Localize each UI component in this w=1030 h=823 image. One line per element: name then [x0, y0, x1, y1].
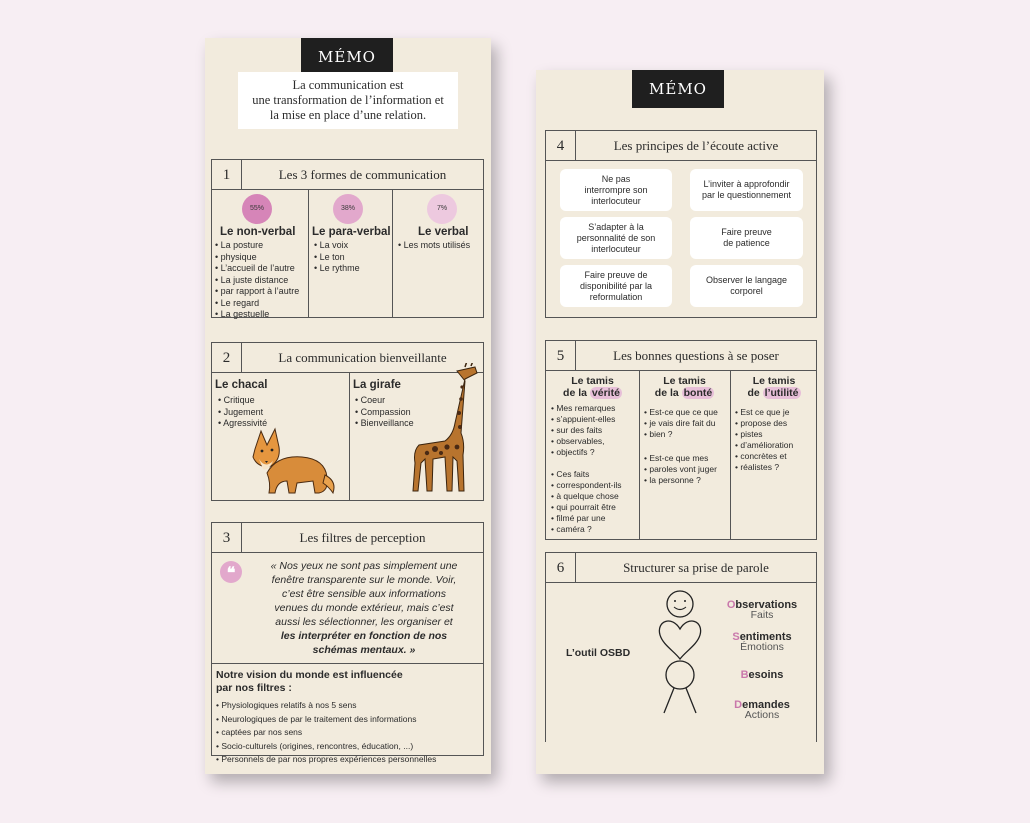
stick-figure-icon [654, 589, 706, 723]
sieve-keyword: vérité [591, 387, 620, 399]
section-number: 4 [546, 131, 576, 161]
list-item-cont [215, 252, 307, 264]
filters-list [216, 699, 482, 767]
section-title: Les principes de l’écoute active [613, 138, 779, 153]
sieve-title-line [639, 387, 730, 399]
section-active-listening [545, 130, 817, 318]
section-good-questions [545, 340, 817, 540]
box-line: Observer le langage [705, 275, 788, 285]
list-item-cont [551, 491, 639, 502]
list-item-cont [551, 513, 639, 524]
osbd-step [710, 699, 814, 731]
list-item-text: à quelque chose [556, 491, 619, 501]
section-title: Les filtres de perception [299, 530, 426, 545]
list-item-text: correspondent-ils [556, 480, 622, 490]
section-title: La communication bienveillante [278, 350, 447, 365]
sieve-keyword: bonté [683, 387, 713, 399]
quote-line: les interpréter en fonction de nos [280, 630, 448, 642]
section-structure [545, 552, 817, 742]
list-item-cont [551, 524, 639, 535]
list-item-cont [551, 480, 639, 491]
list-item: • Personnels de par nos propres expériences personnelles [216, 753, 482, 767]
section-benevolent [211, 342, 484, 501]
quote-line: schémas mentaux. » [312, 644, 416, 656]
list-item-text: caméra ? [556, 524, 592, 534]
list-item-cont [735, 462, 817, 473]
list-item: • Est-ce que mes [644, 453, 730, 464]
list-item: • Est-ce que ce que [644, 407, 730, 418]
question-list [551, 403, 639, 458]
principle-box [690, 265, 803, 307]
step-sub: Faits [750, 609, 774, 621]
step-sub: Actions [744, 709, 780, 721]
list-item-cont [735, 451, 817, 462]
box-line: de patience [723, 238, 770, 248]
box-line: interlocuteur [591, 195, 641, 206]
list-item-cont [551, 425, 639, 436]
list-item: • Compassion [355, 407, 414, 419]
list-item: • Bienveillance [355, 418, 414, 430]
list-item-text: paroles vont juger [649, 464, 717, 474]
section-number: 3 [212, 523, 242, 553]
percent-circle: 55% [242, 194, 272, 224]
sieve-title-line [730, 387, 818, 399]
osbd-step [710, 631, 814, 669]
osbd-step [710, 599, 814, 631]
sieve-keyword: l’utilité [764, 387, 799, 399]
list-item-cont [644, 464, 730, 475]
column-title: Le para-verbal [312, 226, 391, 238]
quote-line: aussi les sélectionner, les organiser et [275, 616, 453, 628]
col-para-verbal [308, 190, 392, 317]
list-item: • Les mots utilisés [398, 240, 470, 252]
list-item-text: objectifs ? [556, 447, 595, 457]
list-item-text: bien ? [649, 429, 673, 439]
col-utility [730, 371, 818, 539]
list-item-text: s’appuient-elles [556, 414, 616, 424]
list-item-text: propose des [740, 418, 788, 428]
memo-label: MÉMO [632, 70, 724, 108]
sieve-title [546, 375, 639, 399]
memo-card-right [536, 70, 824, 774]
intro-box [238, 72, 458, 129]
principle-box [690, 217, 803, 259]
section-filters [211, 522, 484, 764]
principle-box [560, 217, 672, 259]
list-item: • L’accueil de l’autre [215, 263, 307, 275]
list-item-text: captées par nos sens [221, 727, 303, 737]
percent-circle: 7% [427, 194, 457, 224]
list-item: • Neurologiques de par le traitement des informations [216, 713, 482, 727]
list-item-text: la personne ? [649, 475, 701, 485]
list-item-text: par rapport à l’autre [220, 286, 300, 296]
step-letter: D [734, 699, 743, 711]
section-header [546, 341, 816, 371]
section-title: Les 3 formes de communication [278, 167, 447, 182]
section-title: Les bonnes questions à se poser [613, 348, 779, 363]
step-letter: B [740, 669, 749, 681]
list-item: • Le rythme [314, 263, 360, 275]
list-item-cont [215, 286, 307, 298]
sieve-prefix: de [747, 387, 763, 399]
section-number: 5 [546, 341, 576, 371]
list-item-text: observables, [556, 436, 605, 446]
box-line: disponibilité par la [579, 280, 653, 291]
sieve-title-line: Le tamis [571, 375, 614, 387]
question-list [551, 469, 639, 535]
section-number: 1 [212, 160, 242, 190]
list-item-cont [735, 429, 817, 440]
intro-line: la mise en place d’une relation. [269, 108, 427, 122]
sieve-title-line [546, 387, 639, 399]
list-item-cont [551, 436, 639, 447]
list-item: • Physiologiques relatifs à nos 5 sens [216, 699, 482, 713]
question-list [735, 407, 817, 473]
list-item: • La voix [314, 240, 360, 252]
step-word: esoins [748, 669, 784, 681]
box-line: corporel [730, 286, 763, 296]
sieve-title-line: Le tamis [752, 375, 796, 387]
col-verbal [392, 190, 485, 317]
quote-text [246, 559, 482, 657]
sieve-title-line: Le tamis [663, 375, 706, 387]
col-kindness [639, 371, 730, 539]
vision-title-line: par nos filtres : [216, 682, 292, 694]
step-letter: S [732, 631, 740, 643]
col-non-verbal [212, 190, 308, 317]
vision-title-line: Notre vision du monde est influencée [216, 669, 403, 681]
col-jackal [212, 373, 349, 500]
quote-line: « Nos yeux ne sont pas simplement une [270, 560, 458, 572]
list-item-cont [644, 475, 730, 486]
osbd-tool-label: L’outil OSBD [566, 647, 631, 659]
sieve-prefix: de la [654, 387, 682, 399]
list-item: • Socio-culturels (origines, rencontres, éducation, ...) [216, 740, 482, 754]
col-truth [546, 371, 639, 539]
list-item-cont [735, 418, 817, 429]
column-title: Le non-verbal [220, 226, 296, 238]
box-line: Faire preuve de [584, 269, 648, 280]
percent-circle: 38% [333, 194, 363, 224]
box-line: Ne pas [601, 173, 631, 184]
memo-label: MÉMO [301, 38, 393, 76]
intro-line: une transformation de l’information et [252, 93, 444, 107]
intro-line: La communication est [292, 78, 404, 92]
box-line: par le questionnement [701, 190, 792, 200]
box-line: interlocuteur [591, 243, 641, 254]
step-word: bservations [735, 599, 798, 611]
list-item-text: filmé par une [556, 513, 606, 523]
list-item-cont [735, 440, 817, 451]
list-item-cont [551, 447, 639, 458]
list-item: • Jugement [218, 407, 267, 419]
list-item-cont [644, 418, 730, 429]
step-word: emandes [742, 699, 790, 711]
vision-title [216, 669, 403, 695]
principle-box [690, 169, 803, 211]
list-item: • La posture [215, 240, 307, 252]
list-item: • Ces faits [551, 469, 639, 480]
list-item: • Agressivité [218, 418, 267, 430]
section-number: 2 [212, 343, 242, 373]
section-forms [211, 159, 484, 318]
list-item-cont [551, 502, 639, 513]
list-item-text: réalistes ? [740, 462, 780, 472]
list-item-text: concrètes et [740, 451, 787, 461]
jackal-illustration [247, 425, 337, 499]
list-item: • Le ton [314, 252, 360, 264]
list-item-text: physique [220, 251, 257, 262]
step-title [710, 669, 814, 681]
step-word: entiments [739, 631, 792, 643]
sieve-prefix: de la [563, 387, 590, 399]
box-line: L’inviter à approfondir [703, 179, 790, 189]
quote-line: fenêtre transparente sur le monde. Voir, [271, 574, 457, 586]
list-item-cont [644, 429, 730, 440]
section-title: Structurer sa prise de parole [623, 560, 769, 575]
principle-box [560, 169, 672, 211]
box-line: Faire preuve [721, 227, 772, 237]
list-item-cont [216, 726, 482, 740]
box-line: S’adapter à la [588, 221, 644, 232]
list-item-text: qui pourrait être [556, 502, 616, 512]
bullet-list [314, 240, 360, 275]
section-header [546, 553, 816, 583]
list-item-text: d’amélioration [740, 440, 794, 450]
osbd-steps [710, 599, 814, 731]
box-line: personnalité de son [576, 232, 656, 243]
list-item-text: pistes [740, 429, 763, 439]
section-number: 6 [546, 553, 576, 583]
list-item: • Le regard [215, 298, 307, 310]
list-item: • Critique [218, 395, 267, 407]
memo-card-left [205, 38, 491, 774]
principle-box [560, 265, 672, 307]
bullet-list [398, 240, 470, 252]
section-header [212, 160, 483, 190]
column-title: Le chacal [215, 379, 268, 391]
quote-line: venues du monde extérieur, mais c’est [274, 602, 454, 614]
column-title: La girafe [353, 379, 401, 391]
column-title: Le verbal [418, 226, 469, 238]
list-item-text: je vais dire fait du [649, 418, 716, 428]
list-item: • La juste distance [215, 275, 307, 287]
quote-icon: ❝ [220, 561, 242, 583]
section-header [212, 523, 483, 553]
box-line: interrompre son [584, 184, 648, 195]
list-item: • Mes remarques [551, 403, 639, 414]
giraffe-illustration [405, 363, 483, 503]
quote-line: c’est être sensible aux informations [282, 588, 446, 600]
sieve-title [639, 375, 730, 399]
list-item: • Est ce que je [735, 407, 817, 418]
list-item-cont [551, 414, 639, 425]
list-item: • La gestuelle [215, 309, 307, 321]
question-list [644, 407, 730, 440]
list-item: • Coeur [355, 395, 414, 407]
osbd-step [710, 669, 814, 699]
list-item-text: sur des faits [556, 425, 603, 435]
sieve-title [730, 375, 818, 399]
col-giraffe [349, 373, 485, 500]
question-list [644, 453, 730, 486]
section-header [546, 131, 816, 161]
bullet-list [215, 240, 307, 321]
box-line: reformulation [589, 291, 643, 302]
step-letter: O [726, 599, 736, 611]
step-sub: Émotions [740, 641, 784, 653]
